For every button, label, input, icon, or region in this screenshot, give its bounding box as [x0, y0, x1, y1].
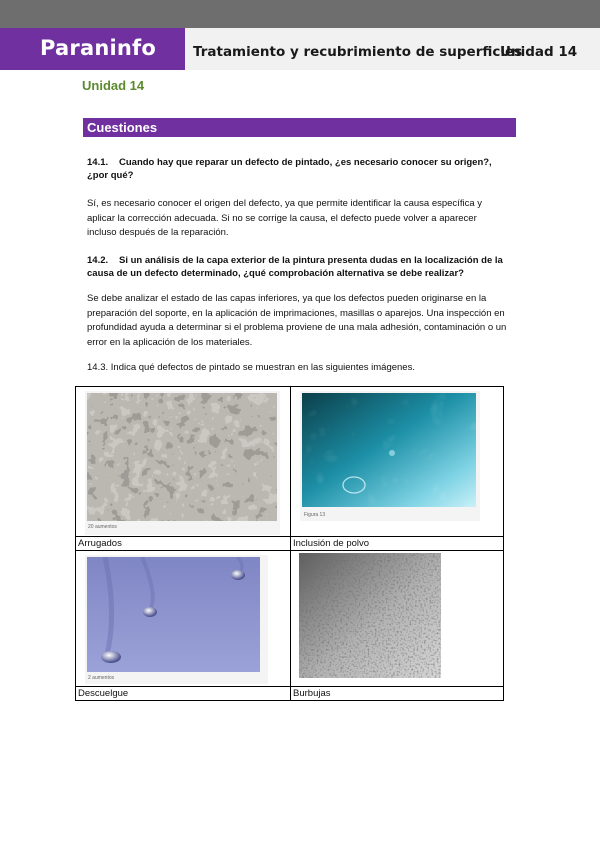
blisters-image	[299, 553, 441, 678]
sagging-paint-image	[87, 557, 260, 672]
unit-heading: Unidad 14	[82, 78, 145, 93]
document-title: Tratamiento y recubrimiento de superficies	[193, 44, 523, 60]
header-bar	[185, 28, 600, 70]
question-14-3: 14.3. Indica qué defectos de pintado se muestran en las siguientes imágenes.	[87, 362, 415, 373]
image-label: Inclusión de polvo	[293, 538, 370, 549]
image-label: Descuelgue	[78, 688, 129, 699]
section-title: Cuestiones	[83, 118, 516, 137]
dust-inclusion-image	[302, 393, 476, 507]
question-text: Si un análisis de la capa exterior de la pintura presenta dudas en la localización de la causa de un defecto determinado, ¿qué comprobación alternativa se debe realizar?	[87, 255, 503, 279]
top-bar	[0, 0, 600, 28]
image-label: Arrugados	[78, 538, 122, 549]
publisher-logo: Paraninfo	[0, 28, 185, 70]
answer-14-1: Sí, es necesario conocer el origen del defecto, ya que permite identificar la causa específica y aplicar la corrección adecuada. Si no se corrige la causa, el defecto puede volver a aparecer incluso después de la reparación.	[87, 198, 482, 238]
question-14-1	[87, 156, 507, 182]
question-14-2	[87, 254, 507, 280]
question-text: Cuando hay que reparar un defecto de pintado, ¿es necesario conocer su origen?, ¿por qué?	[87, 157, 492, 181]
header-unit: Unidad 14	[500, 44, 578, 60]
table-divider	[290, 387, 291, 700]
wrinkled-paint-image	[87, 393, 277, 521]
question-number: 14.1.	[87, 157, 109, 168]
image-caption: Figura 13	[304, 512, 326, 518]
image-caption: 20 aumentos	[88, 524, 117, 530]
defects-table	[75, 386, 504, 701]
question-number: 14.2.	[87, 255, 109, 266]
image-caption: 2 aumentos	[88, 675, 115, 681]
table-divider	[76, 536, 503, 537]
image-label: Burbujas	[293, 688, 331, 699]
table-divider	[76, 550, 503, 551]
table-divider	[76, 686, 503, 687]
answer-14-2: Se debe analizar el estado de las capas inferiores, ya que los defectos pueden originarse en la preparación del soporte, en la aplicación de imprimaciones, masillas o aparejos. Una inspección en profundidad ayuda a determinar si el problema proviene de una mala adhesión, contaminación o un error en la aplicación de los materiales.	[87, 293, 507, 348]
